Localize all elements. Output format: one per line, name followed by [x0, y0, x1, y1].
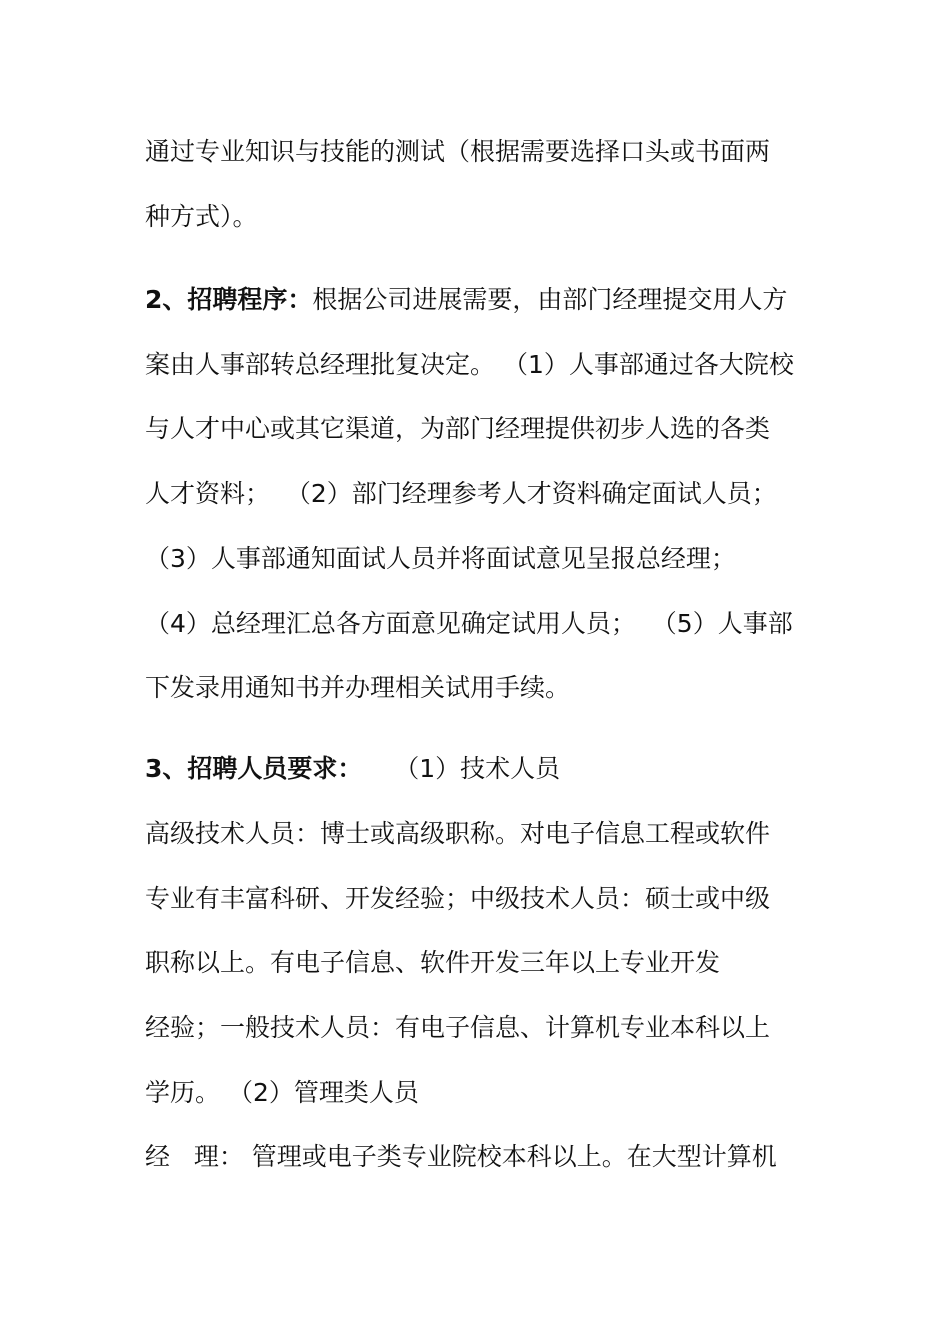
- paragraph-line: （3）人事部通知面试人员并将面试意见呈报总经理；: [145, 544, 736, 573]
- paragraph-line: 下发录用通知书并办理相关试用手续。: [145, 673, 571, 702]
- paragraph-line: （4）总经理汇总各方面意见确定试用人员； （5）人事部: [145, 609, 793, 638]
- paragraph-line: 通过专业知识与技能的测试（根据需要选择口头或书面两: [145, 137, 771, 166]
- paragraph-line: 与人才中心或其它渠道，为部门经理提供初步人选的各类: [145, 414, 771, 443]
- section-3-line: 3、招聘人员要求： （1）技术人员: [145, 754, 561, 783]
- paragraph-line: 高级技术人员：博士或高级职称。对电子信息工程或软件: [145, 819, 771, 848]
- paragraph-line: 案由人事部转总经理批复决定。 （1）人事部通过各大院校: [145, 350, 794, 379]
- paragraph-line: 经 理： 管理或电子类专业院校本科以上。在大型计算机: [145, 1142, 777, 1171]
- paragraph-line: 学历。 （2）管理类人员: [145, 1078, 419, 1107]
- paragraph-line: 人才资料； （2）部门经理参考人才资料确定面试人员；: [145, 479, 777, 508]
- paragraph-line: 经验；一般技术人员：有电子信息、计算机专业本科以上: [145, 1013, 771, 1042]
- paragraph-line: 种方式）。: [145, 202, 258, 231]
- section-heading: 2、招聘程序：: [145, 285, 313, 314]
- section-2-line: 2、招聘程序：根据公司进展需要，由部门经理提交用人方: [145, 285, 788, 314]
- paragraph-line: 职称以上。有电子信息、软件开发三年以上专业开发: [145, 948, 721, 977]
- paragraph-line: 专业有丰富科研、开发经验；中级技术人员：硕士或中级: [145, 884, 771, 913]
- section-heading: 3、招聘人员要求：: [145, 754, 363, 783]
